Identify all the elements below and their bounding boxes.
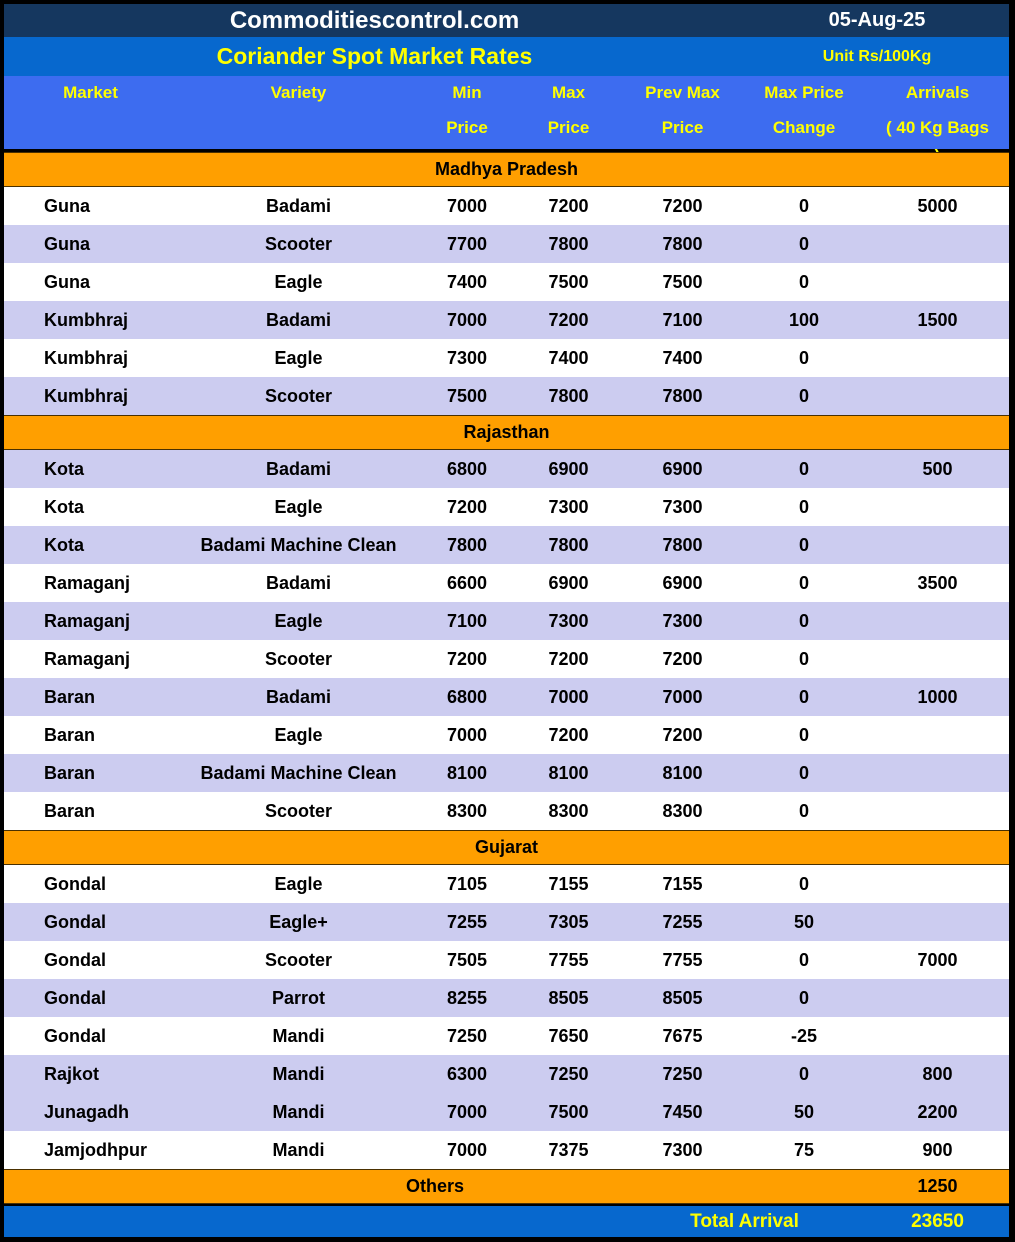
prev-max-price-cell: 7200 [662, 724, 703, 745]
variety-cell: Badami [265, 309, 332, 330]
variety-cell: Eagle [274, 610, 323, 631]
market-cell: Jamjodhpur [44, 1139, 148, 1160]
min-price-cell: 8255 [446, 987, 488, 1008]
max-price-change-cell: 0 [798, 233, 809, 254]
min-price-cell: 7400 [446, 271, 488, 292]
min-price-cell: 7505 [446, 949, 488, 970]
market-cell: Guna [44, 195, 91, 216]
max-price-change-cell: 0 [798, 800, 809, 821]
market-cell: Baran [44, 800, 96, 821]
market-cell: Kota [44, 496, 84, 517]
max-price-change-cell: 0 [798, 949, 809, 970]
max-price-change-cell: 0 [798, 648, 809, 669]
min-price-cell: 7200 [446, 648, 488, 669]
col-header-arrivals [866, 76, 1009, 149]
others-arrivals-value: 1250 [917, 1176, 958, 1196]
arrivals-cell: 7000 [917, 949, 958, 970]
market-cell: Gondal [44, 987, 106, 1008]
table-row [4, 488, 1009, 526]
col-header-variety [177, 76, 420, 149]
prev-max-price-cell: 7755 [662, 949, 703, 970]
variety-cell: Scooter [264, 648, 333, 669]
variety-cell: Scooter [264, 800, 333, 821]
max-price-cell: 7300 [548, 610, 589, 631]
variety-cell: Eagle [274, 873, 323, 894]
variety-cell: Badami Machine Clean [200, 534, 397, 555]
max-price-cell: 8300 [548, 800, 589, 821]
col-header-label: Change [772, 118, 836, 137]
prev-max-price-cell: 7300 [662, 496, 703, 517]
market-cell: Rajkot [44, 1063, 100, 1084]
variety-cell: Badami [265, 572, 332, 593]
prev-max-price-cell: 7200 [662, 195, 703, 216]
market-cell: Guna [44, 233, 91, 254]
others-label: Others [405, 1176, 465, 1196]
arrivals-cell: 900 [922, 1139, 953, 1160]
min-price-cell: 7300 [446, 347, 488, 368]
max-price-cell: 7800 [548, 534, 589, 555]
max-price-cell: 7500 [548, 1101, 589, 1122]
max-price-change-cell: -25 [790, 1025, 817, 1046]
market-cell: Ramaganj [44, 610, 131, 631]
prev-max-price-cell: 7200 [662, 648, 703, 669]
market-cell: Kota [44, 458, 84, 479]
min-price-cell: 7000 [446, 195, 488, 216]
market-cell: Gondal [44, 949, 106, 970]
prev-max-price-cell: 7500 [662, 271, 703, 292]
col-header-max-price [514, 76, 623, 149]
table-body [4, 152, 1009, 1169]
min-price-cell: 7250 [446, 1025, 488, 1046]
variety-cell: Scooter [264, 385, 333, 406]
variety-cell: Eagle+ [269, 911, 328, 932]
col-header-prev-max-price [623, 76, 742, 149]
market-cell: Kumbhraj [44, 309, 129, 330]
max-price-change-cell: 0 [798, 385, 809, 406]
prev-max-price-cell: 8505 [662, 987, 703, 1008]
market-cell: Ramaganj [44, 648, 131, 669]
market-cell: Gondal [44, 911, 106, 932]
arrivals-cell: 1500 [917, 309, 958, 330]
table-row [4, 716, 1009, 754]
variety-cell: Eagle [274, 347, 323, 368]
col-header-label: Arrivals [905, 83, 970, 102]
section-header: Rajasthan [4, 415, 1009, 450]
variety-cell: Badami Machine Clean [200, 762, 397, 783]
variety-cell: Badami [265, 458, 332, 479]
variety-cell: Mandi [272, 1101, 325, 1122]
arrivals-cell: 3500 [917, 572, 958, 593]
table-row [4, 301, 1009, 339]
table-row [4, 754, 1009, 792]
max-price-cell: 7755 [548, 949, 589, 970]
max-price-cell: 7250 [548, 1063, 589, 1084]
max-price-change-cell: 50 [793, 1101, 815, 1122]
min-price-cell: 7255 [446, 911, 488, 932]
max-price-cell: 6900 [548, 572, 589, 593]
prev-max-price-cell: 8100 [662, 762, 703, 783]
min-price-cell: 6600 [446, 572, 488, 593]
table-row [4, 602, 1009, 640]
market-cell: Baran [44, 686, 96, 707]
max-price-change-cell: 0 [798, 572, 809, 593]
prev-max-price-cell: 7100 [662, 309, 703, 330]
variety-cell: Badami [265, 686, 332, 707]
variety-cell: Mandi [272, 1025, 325, 1046]
arrivals-cell: 500 [922, 458, 953, 479]
table-row [4, 903, 1009, 941]
col-header-label: ( 40 Kg Bags [886, 118, 989, 137]
table-row [4, 225, 1009, 263]
min-price-cell: 7000 [446, 724, 488, 745]
min-price-cell: 7700 [446, 233, 488, 254]
min-price-cell: 7500 [446, 385, 488, 406]
max-price-cell: 6900 [548, 458, 589, 479]
max-price-change-cell: 0 [798, 347, 809, 368]
arrivals-cell: 1000 [917, 686, 958, 707]
table-row [4, 377, 1009, 415]
max-price-change-cell: 75 [793, 1139, 815, 1160]
col-header-label: Prev Max [645, 83, 720, 102]
min-price-cell: 6300 [446, 1063, 488, 1084]
variety-cell: Eagle [274, 496, 323, 517]
title-bar [4, 37, 1009, 76]
table-row [4, 450, 1009, 488]
prev-max-price-cell: 7800 [662, 385, 703, 406]
market-cell: Junagadh [44, 1101, 130, 1122]
col-header-label: Price [446, 118, 488, 137]
prev-max-price-cell: 8300 [662, 800, 703, 821]
max-price-cell: 7500 [548, 271, 589, 292]
max-price-cell: 7200 [548, 648, 589, 669]
max-price-cell: 7305 [548, 911, 589, 932]
max-price-change-cell: 50 [793, 911, 815, 932]
variety-cell: Parrot [271, 987, 325, 1008]
max-price-cell: 7375 [548, 1139, 589, 1160]
col-header-label: Price [547, 118, 590, 137]
max-price-cell: 7200 [548, 309, 589, 330]
max-price-change-cell: 0 [798, 987, 809, 1008]
max-price-change-cell: 0 [798, 534, 809, 555]
max-price-change-cell: 0 [798, 873, 809, 894]
prev-max-price-cell: 7450 [662, 1101, 703, 1122]
max-price-cell: 7155 [548, 873, 589, 894]
max-price-change-cell: 0 [798, 458, 809, 479]
max-price-cell: 7300 [548, 496, 589, 517]
min-price-cell: 7000 [446, 1139, 488, 1160]
market-cell: Baran [44, 762, 96, 783]
market-cell: Gondal [44, 1025, 106, 1046]
prev-max-price-cell: 6900 [662, 458, 703, 479]
table-row [4, 941, 1009, 979]
prev-max-price-cell: 7800 [662, 534, 703, 555]
max-price-change-cell: 0 [798, 496, 809, 517]
total-arrival-value: 23650 [911, 1210, 964, 1232]
col-header-max-price-change [742, 76, 866, 149]
market-cell: Ramaganj [44, 572, 131, 593]
prev-max-price-cell: 7400 [662, 347, 703, 368]
arrivals-cell: 800 [922, 1063, 953, 1084]
max-price-change-cell: 0 [798, 762, 809, 783]
col-header-min-price [420, 76, 514, 149]
max-price-cell: 7000 [548, 686, 589, 707]
top-bar [4, 4, 1009, 37]
col-header-label: Price [661, 118, 704, 137]
max-price-change-cell: 0 [798, 724, 809, 745]
market-cell: Guna [44, 271, 91, 292]
max-price-cell: 7200 [548, 195, 589, 216]
market-cell: Kumbhraj [44, 347, 129, 368]
max-price-change-cell: 100 [788, 309, 820, 330]
prev-max-price-cell: 7000 [662, 686, 703, 707]
min-price-cell: 8300 [446, 800, 488, 821]
table-row [4, 1055, 1009, 1093]
min-price-cell: 7000 [446, 1101, 488, 1122]
section-header: Madhya Pradesh [4, 152, 1009, 187]
min-price-cell: 6800 [446, 686, 488, 707]
market-cell: Gondal [44, 873, 106, 894]
min-price-cell: 7800 [446, 534, 488, 555]
market-cell: Kota [44, 534, 84, 555]
min-price-cell: 7105 [446, 873, 488, 894]
site-title: Commoditiescontrol.com [229, 6, 520, 34]
variety-cell: Badami [265, 195, 332, 216]
prev-max-price-cell: 6900 [662, 572, 703, 593]
total-arrival-label: Total Arrival [690, 1210, 799, 1232]
col-header-label: Max [551, 83, 586, 102]
table-row [4, 640, 1009, 678]
others-row [4, 1169, 1009, 1204]
total-arrival-row [4, 1204, 1009, 1237]
prev-max-price-cell: 7155 [662, 873, 703, 894]
variety-cell: Eagle [274, 724, 323, 745]
table-row [4, 564, 1009, 602]
max-price-change-cell: 0 [798, 1063, 809, 1084]
prev-max-price-cell: 7250 [662, 1063, 703, 1084]
market-cell: Kumbhraj [44, 385, 129, 406]
table-row [4, 263, 1009, 301]
variety-cell: Scooter [264, 233, 333, 254]
table-row [4, 339, 1009, 377]
report-date: 05-Aug-25 [828, 9, 926, 31]
variety-cell: Eagle [274, 271, 323, 292]
min-price-cell: 7000 [446, 309, 488, 330]
table-row [4, 1017, 1009, 1055]
column-header-row [4, 76, 1009, 152]
table-row [4, 187, 1009, 225]
col-header-label: Min [452, 83, 482, 102]
max-price-cell: 7650 [548, 1025, 589, 1046]
col-header-label: Market [63, 83, 118, 102]
section-header: Gujarat [4, 830, 1009, 865]
min-price-cell: 6800 [446, 458, 488, 479]
min-price-cell: 7200 [446, 496, 488, 517]
max-price-change-cell: 0 [798, 610, 809, 631]
arrivals-cell: 2200 [917, 1101, 958, 1122]
max-price-cell: 7200 [548, 724, 589, 745]
table-row [4, 1131, 1009, 1169]
table-row [4, 792, 1009, 830]
prev-max-price-cell: 7800 [662, 233, 703, 254]
max-price-change-cell: 0 [798, 686, 809, 707]
prev-max-price-cell: 7300 [662, 1139, 703, 1160]
max-price-cell: 7800 [548, 385, 589, 406]
arrivals-cell: 5000 [917, 195, 958, 216]
min-price-cell: 7100 [446, 610, 488, 631]
col-header-label: Max Price [764, 83, 844, 102]
prev-max-price-cell: 7255 [662, 911, 703, 932]
max-price-cell: 7400 [548, 347, 589, 368]
variety-cell: Mandi [272, 1139, 325, 1160]
col-header-market [4, 76, 177, 149]
prev-max-price-cell: 7675 [662, 1025, 703, 1046]
max-price-cell: 7800 [548, 233, 589, 254]
market-cell: Baran [44, 724, 96, 745]
col-header-label: Variety [270, 83, 327, 102]
max-price-change-cell: 0 [798, 271, 809, 292]
min-price-cell: 8100 [446, 762, 488, 783]
variety-cell: Mandi [272, 1063, 325, 1084]
table-row [4, 865, 1009, 903]
table-row [4, 1093, 1009, 1131]
table-row [4, 678, 1009, 716]
unit-label: Unit Rs/100Kg [822, 47, 932, 65]
variety-cell: Scooter [264, 949, 333, 970]
table-row [4, 526, 1009, 564]
max-price-change-cell: 0 [798, 195, 809, 216]
table-row [4, 979, 1009, 1017]
max-price-cell: 8505 [548, 987, 589, 1008]
prev-max-price-cell: 7300 [662, 610, 703, 631]
max-price-cell: 8100 [548, 762, 589, 783]
page-title: Coriander Spot Market Rates [216, 43, 533, 69]
